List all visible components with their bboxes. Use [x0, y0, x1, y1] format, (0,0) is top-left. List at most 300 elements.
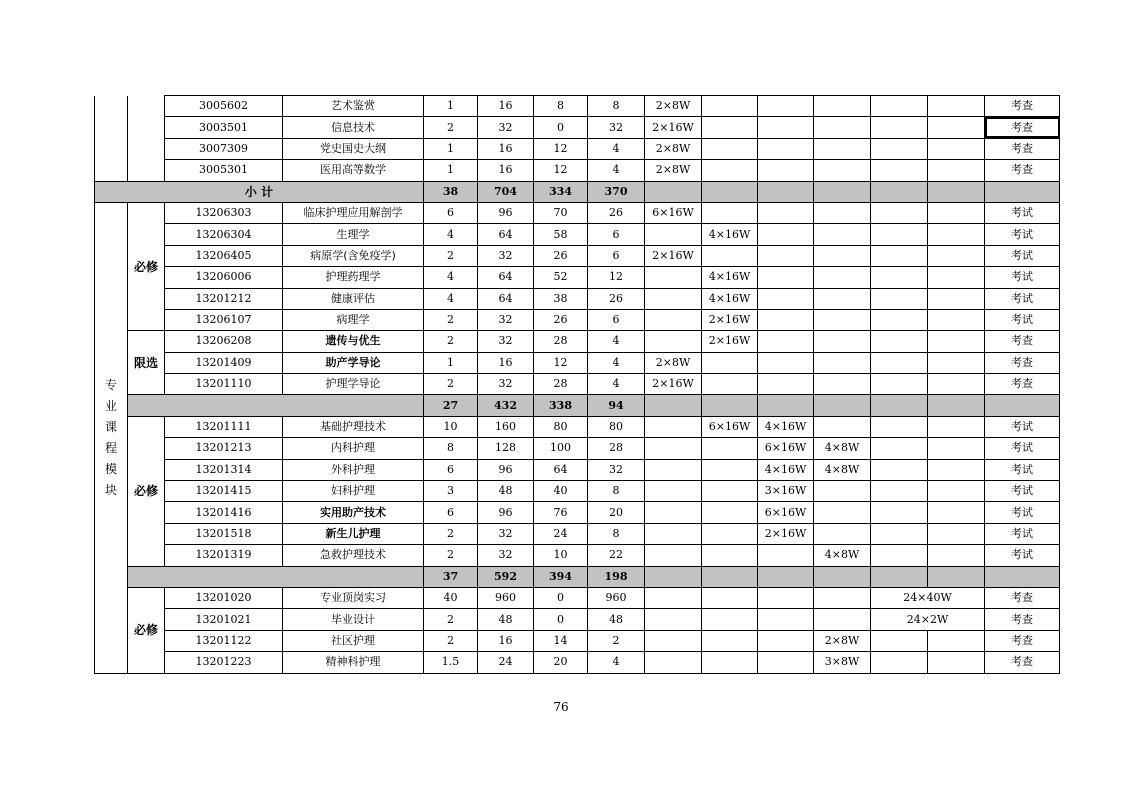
- table-row: [95, 587, 1060, 608]
- group-label-required: 必修: [128, 587, 165, 673]
- sem6: [928, 288, 985, 309]
- sem4: 4×8W: [814, 438, 871, 459]
- sem5: [871, 309, 928, 330]
- credit: 10: [424, 416, 478, 437]
- theory-hours: 28: [534, 331, 588, 352]
- page-number: 76: [553, 700, 569, 714]
- subtotal-theory: 334: [534, 181, 588, 202]
- course-code: 13201110: [165, 374, 283, 395]
- theory-hours: 38: [534, 288, 588, 309]
- theory-hours: 14: [534, 630, 588, 651]
- group-label-elective: 限选: [128, 331, 165, 395]
- sem3: [758, 630, 814, 651]
- course-name: 信息技术: [283, 117, 424, 138]
- total-hours: 32: [478, 309, 534, 330]
- sem1: [645, 331, 702, 352]
- sem4: [814, 267, 871, 288]
- sem1: [645, 309, 702, 330]
- course-name: 艺术鉴赏: [283, 96, 424, 117]
- practice-hours: 960: [588, 587, 645, 608]
- credit: 1: [424, 352, 478, 373]
- sem5: [871, 224, 928, 245]
- table-row: [95, 523, 1060, 544]
- course-code: 13201020: [165, 587, 283, 608]
- credit: 2: [424, 117, 478, 138]
- sem2: [702, 545, 758, 566]
- sem1: [645, 652, 702, 673]
- credit: 2: [424, 630, 478, 651]
- sem6: [928, 481, 985, 502]
- practice-hours: 26: [588, 288, 645, 309]
- exam-type: 考试: [985, 438, 1060, 459]
- course-code: 13206304: [165, 224, 283, 245]
- course-name: 临床护理应用解剖学: [283, 202, 424, 223]
- exam-type: 考查: [985, 138, 1060, 159]
- sem4: [814, 502, 871, 523]
- theory-hours: 26: [534, 245, 588, 266]
- table-row: [95, 96, 1060, 117]
- sem5-6: 24×40W: [871, 587, 985, 608]
- table-row: [95, 481, 1060, 502]
- table-row: [95, 138, 1060, 159]
- credit: 2: [424, 609, 478, 630]
- credit: 1: [424, 160, 478, 181]
- subtotal-total: 432: [478, 395, 534, 416]
- course-code: 3007309: [165, 138, 283, 159]
- credit: 1: [424, 138, 478, 159]
- sem5: [871, 138, 928, 159]
- subtotal-total: 704: [478, 181, 534, 202]
- credit: 4: [424, 288, 478, 309]
- sem6: [928, 459, 985, 480]
- practice-hours: 4: [588, 652, 645, 673]
- sem5: [871, 652, 928, 673]
- sem3: [758, 652, 814, 673]
- table-row: [95, 202, 1060, 223]
- exam-type: 考查: [985, 374, 1060, 395]
- theory-hours: 0: [534, 609, 588, 630]
- table-row: [95, 459, 1060, 480]
- sem4: [814, 245, 871, 266]
- sem1: [645, 438, 702, 459]
- course-name: 生理学: [283, 224, 424, 245]
- total-hours: 16: [478, 138, 534, 159]
- course-name: 外科护理: [283, 459, 424, 480]
- sem2: 4×16W: [702, 288, 758, 309]
- sem2: 6×16W: [702, 416, 758, 437]
- subtotal-label: [128, 395, 424, 416]
- total-hours: 160: [478, 416, 534, 437]
- sem4: [814, 288, 871, 309]
- exam-type: 考试: [985, 202, 1060, 223]
- sem1: [645, 523, 702, 544]
- sem5: [871, 160, 928, 181]
- exam-type: 考查: [985, 630, 1060, 651]
- total-hours: 32: [478, 245, 534, 266]
- course-name: 急救护理技术: [283, 545, 424, 566]
- exam-type: 考查: [985, 352, 1060, 373]
- sem6: [928, 374, 985, 395]
- exam-type: 考试: [985, 523, 1060, 544]
- practice-hours: 8: [588, 523, 645, 544]
- credit: 8: [424, 438, 478, 459]
- sem5: [871, 459, 928, 480]
- subtotal-row: [95, 181, 1060, 202]
- course-code: 13201416: [165, 502, 283, 523]
- practice-hours: 8: [588, 96, 645, 117]
- sem4: [814, 374, 871, 395]
- course-code: 13201409: [165, 352, 283, 373]
- theory-hours: 8: [534, 96, 588, 117]
- total-hours: 48: [478, 609, 534, 630]
- total-hours: 16: [478, 160, 534, 181]
- course-code: 13206303: [165, 202, 283, 223]
- practice-hours: 28: [588, 438, 645, 459]
- subtotal-label: [128, 566, 424, 587]
- sem3: [758, 117, 814, 138]
- theory-hours: 12: [534, 160, 588, 181]
- course-name: 妇科护理: [283, 481, 424, 502]
- exam-type: 考试: [985, 481, 1060, 502]
- course-code: 3005301: [165, 160, 283, 181]
- sem6: [928, 245, 985, 266]
- sem3: [758, 587, 814, 608]
- practice-hours: 6: [588, 245, 645, 266]
- table-row: [95, 160, 1060, 181]
- sem4: [814, 202, 871, 223]
- course-code: 3003501: [165, 117, 283, 138]
- sem3: [758, 96, 814, 117]
- sem2: [702, 96, 758, 117]
- sem6: [928, 224, 985, 245]
- total-hours: 64: [478, 288, 534, 309]
- course-name: 健康评估: [283, 288, 424, 309]
- sem3: [758, 160, 814, 181]
- sem3: [758, 609, 814, 630]
- course-name: 专业顶岗实习: [283, 587, 424, 608]
- course-code: 13201319: [165, 545, 283, 566]
- sem5: [871, 288, 928, 309]
- subtotal-credit: 38: [424, 181, 478, 202]
- practice-hours: 4: [588, 160, 645, 181]
- sem3: [758, 288, 814, 309]
- sem1: [645, 267, 702, 288]
- sem1: [645, 545, 702, 566]
- sem2: [702, 138, 758, 159]
- sem1: [645, 288, 702, 309]
- theory-hours: 64: [534, 459, 588, 480]
- course-name: 社区护理: [283, 630, 424, 651]
- sem1: 2×16W: [645, 117, 702, 138]
- theory-hours: 70: [534, 202, 588, 223]
- sem4: [814, 160, 871, 181]
- sem6: [928, 352, 985, 373]
- sem2: [702, 438, 758, 459]
- course-code: 13201223: [165, 652, 283, 673]
- course-code: 13201111: [165, 416, 283, 437]
- total-hours: 960: [478, 587, 534, 608]
- practice-hours: 6: [588, 224, 645, 245]
- sem1: 2×8W: [645, 352, 702, 373]
- sem5: [871, 202, 928, 223]
- sem2: [702, 352, 758, 373]
- course-code: 13201212: [165, 288, 283, 309]
- subtotal-label: 小 计: [95, 181, 424, 202]
- exam-type: 考查: [985, 96, 1060, 117]
- total-hours: 16: [478, 96, 534, 117]
- practice-hours: 8: [588, 481, 645, 502]
- exam-type: 考查: [985, 117, 1060, 138]
- total-hours: 32: [478, 331, 534, 352]
- exam-type: 考试: [985, 459, 1060, 480]
- sem3: [758, 309, 814, 330]
- sem3: [758, 202, 814, 223]
- sem2: [702, 459, 758, 480]
- exam-type: 考查: [985, 587, 1060, 608]
- table-row: [95, 652, 1060, 673]
- sem3: [758, 352, 814, 373]
- sem5: [871, 545, 928, 566]
- subtotal-practice: 198: [588, 566, 645, 587]
- sem5: [871, 481, 928, 502]
- total-hours: 96: [478, 202, 534, 223]
- sem6: [928, 202, 985, 223]
- exam-type: 考试: [985, 288, 1060, 309]
- table-row: [95, 245, 1060, 266]
- total-hours: 128: [478, 438, 534, 459]
- theory-hours: 10: [534, 545, 588, 566]
- table-row: [95, 438, 1060, 459]
- sem2: [702, 630, 758, 651]
- course-name: 基础护理技术: [283, 416, 424, 437]
- credit: 4: [424, 267, 478, 288]
- sem4: [814, 416, 871, 437]
- total-hours: 16: [478, 630, 534, 651]
- table-row: [95, 267, 1060, 288]
- exam-type: 考试: [985, 309, 1060, 330]
- theory-hours: 12: [534, 138, 588, 159]
- sem5: [871, 352, 928, 373]
- theory-hours: 20: [534, 652, 588, 673]
- credit: 6: [424, 502, 478, 523]
- total-hours: 32: [478, 117, 534, 138]
- theory-hours: 26: [534, 309, 588, 330]
- practice-hours: 20: [588, 502, 645, 523]
- sem3: [758, 545, 814, 566]
- subtotal-total: 592: [478, 566, 534, 587]
- sem6: [928, 309, 985, 330]
- table-row: [95, 352, 1060, 373]
- sem5: [871, 416, 928, 437]
- theory-hours: 76: [534, 502, 588, 523]
- course-name: 病原学(含免疫学): [283, 245, 424, 266]
- credit: 2: [424, 374, 478, 395]
- course-name: 医用高等数学: [283, 160, 424, 181]
- credit: 4: [424, 224, 478, 245]
- table-row: [95, 416, 1060, 437]
- sem4: 3×8W: [814, 652, 871, 673]
- sem4: [814, 96, 871, 117]
- course-name: 党史国史大纲: [283, 138, 424, 159]
- practice-hours: 22: [588, 545, 645, 566]
- sem6: [928, 96, 985, 117]
- sem2: [702, 652, 758, 673]
- total-hours: 32: [478, 523, 534, 544]
- practice-hours: 12: [588, 267, 645, 288]
- theory-hours: 12: [534, 352, 588, 373]
- sem4: [814, 609, 871, 630]
- sem1: [645, 481, 702, 502]
- course-name: 新生儿护理: [283, 523, 424, 544]
- sem3: [758, 374, 814, 395]
- sem4: [814, 331, 871, 352]
- sem4: [814, 481, 871, 502]
- sem5: [871, 438, 928, 459]
- sem2: [702, 117, 758, 138]
- practice-hours: 4: [588, 352, 645, 373]
- sem2: [702, 587, 758, 608]
- credit: 1.5: [424, 652, 478, 673]
- sem5: [871, 630, 928, 651]
- module-label: 专业课程模块: [95, 202, 128, 673]
- sem4: [814, 523, 871, 544]
- sem4: 4×8W: [814, 459, 871, 480]
- sem1: 2×8W: [645, 160, 702, 181]
- theory-hours: 0: [534, 587, 588, 608]
- course-code: 13201122: [165, 630, 283, 651]
- total-hours: 48: [478, 481, 534, 502]
- sem2: [702, 502, 758, 523]
- exam-type: 考查: [985, 652, 1060, 673]
- sem4: 4×8W: [814, 545, 871, 566]
- sem5-6: 24×2W: [871, 609, 985, 630]
- course-code: 13201518: [165, 523, 283, 544]
- course-code: 13206107: [165, 309, 283, 330]
- sem1: [645, 224, 702, 245]
- sem6: [928, 267, 985, 288]
- exam-type: 考试: [985, 267, 1060, 288]
- sem5: [871, 331, 928, 352]
- sem5: [871, 245, 928, 266]
- subtotal-practice: 94: [588, 395, 645, 416]
- course-code: 13201415: [165, 481, 283, 502]
- sem6: [928, 138, 985, 159]
- sem6: [928, 630, 985, 651]
- group-label-required: 必修: [128, 202, 165, 330]
- theory-hours: 24: [534, 523, 588, 544]
- practice-hours: 4: [588, 138, 645, 159]
- table-row: [95, 224, 1060, 245]
- sem1: 2×16W: [645, 374, 702, 395]
- theory-hours: 28: [534, 374, 588, 395]
- course-name: 护理学导论: [283, 374, 424, 395]
- sem6: [928, 117, 985, 138]
- credit: 40: [424, 587, 478, 608]
- sem6: [928, 438, 985, 459]
- course-code: 13206006: [165, 267, 283, 288]
- credit: 1: [424, 96, 478, 117]
- subtotal-row: [95, 566, 1060, 587]
- practice-hours: 32: [588, 459, 645, 480]
- sem1: 6×16W: [645, 202, 702, 223]
- table-row: [95, 545, 1060, 566]
- curriculum-table: [94, 95, 1060, 674]
- sem6: [928, 545, 985, 566]
- sem1: [645, 587, 702, 608]
- sem6: [928, 502, 985, 523]
- sem5: [871, 117, 928, 138]
- sem1: [645, 630, 702, 651]
- sem2: 2×16W: [702, 331, 758, 352]
- sem1: 2×8W: [645, 96, 702, 117]
- course-name: 病理学: [283, 309, 424, 330]
- subtotal-credit: 37: [424, 566, 478, 587]
- credit: 2: [424, 545, 478, 566]
- credit: 2: [424, 523, 478, 544]
- subtotal-practice: 370: [588, 181, 645, 202]
- sem2: 2×16W: [702, 309, 758, 330]
- table-row: [95, 630, 1060, 651]
- theory-hours: 40: [534, 481, 588, 502]
- total-hours: 64: [478, 267, 534, 288]
- sem4: 2×8W: [814, 630, 871, 651]
- credit: 3: [424, 481, 478, 502]
- exam-type: 考试: [985, 545, 1060, 566]
- sem1: [645, 502, 702, 523]
- sem2: [702, 523, 758, 544]
- sem1: [645, 416, 702, 437]
- sem4: [814, 352, 871, 373]
- sem4: [814, 117, 871, 138]
- total-hours: 16: [478, 352, 534, 373]
- exam-type: 考查: [985, 160, 1060, 181]
- sem2: [702, 481, 758, 502]
- total-hours: 24: [478, 652, 534, 673]
- course-code: 13206405: [165, 245, 283, 266]
- sem1: [645, 459, 702, 480]
- total-hours: 96: [478, 502, 534, 523]
- exam-type: 考查: [985, 609, 1060, 630]
- practice-hours: 26: [588, 202, 645, 223]
- exam-type: 考查: [985, 331, 1060, 352]
- practice-hours: 6: [588, 309, 645, 330]
- total-hours: 96: [478, 459, 534, 480]
- course-code: 3005602: [165, 96, 283, 117]
- exam-type: 考试: [985, 224, 1060, 245]
- group-cell-top: [128, 96, 165, 182]
- sem4: [814, 309, 871, 330]
- sem4: [814, 587, 871, 608]
- exam-type: 考试: [985, 502, 1060, 523]
- exam-type: 考试: [985, 416, 1060, 437]
- subtotal-credit: 27: [424, 395, 478, 416]
- course-code: 13201314: [165, 459, 283, 480]
- total-hours: 32: [478, 374, 534, 395]
- sem3: 3×16W: [758, 481, 814, 502]
- sem6: [928, 331, 985, 352]
- theory-hours: 80: [534, 416, 588, 437]
- sem6: [928, 160, 985, 181]
- course-name: 精神科护理: [283, 652, 424, 673]
- module-cell-top: [95, 96, 128, 182]
- sem6: [928, 652, 985, 673]
- sem3: [758, 245, 814, 266]
- table-row: [95, 374, 1060, 395]
- sem3: 2×16W: [758, 523, 814, 544]
- sem3: [758, 267, 814, 288]
- sem2: [702, 374, 758, 395]
- sem1: 2×8W: [645, 138, 702, 159]
